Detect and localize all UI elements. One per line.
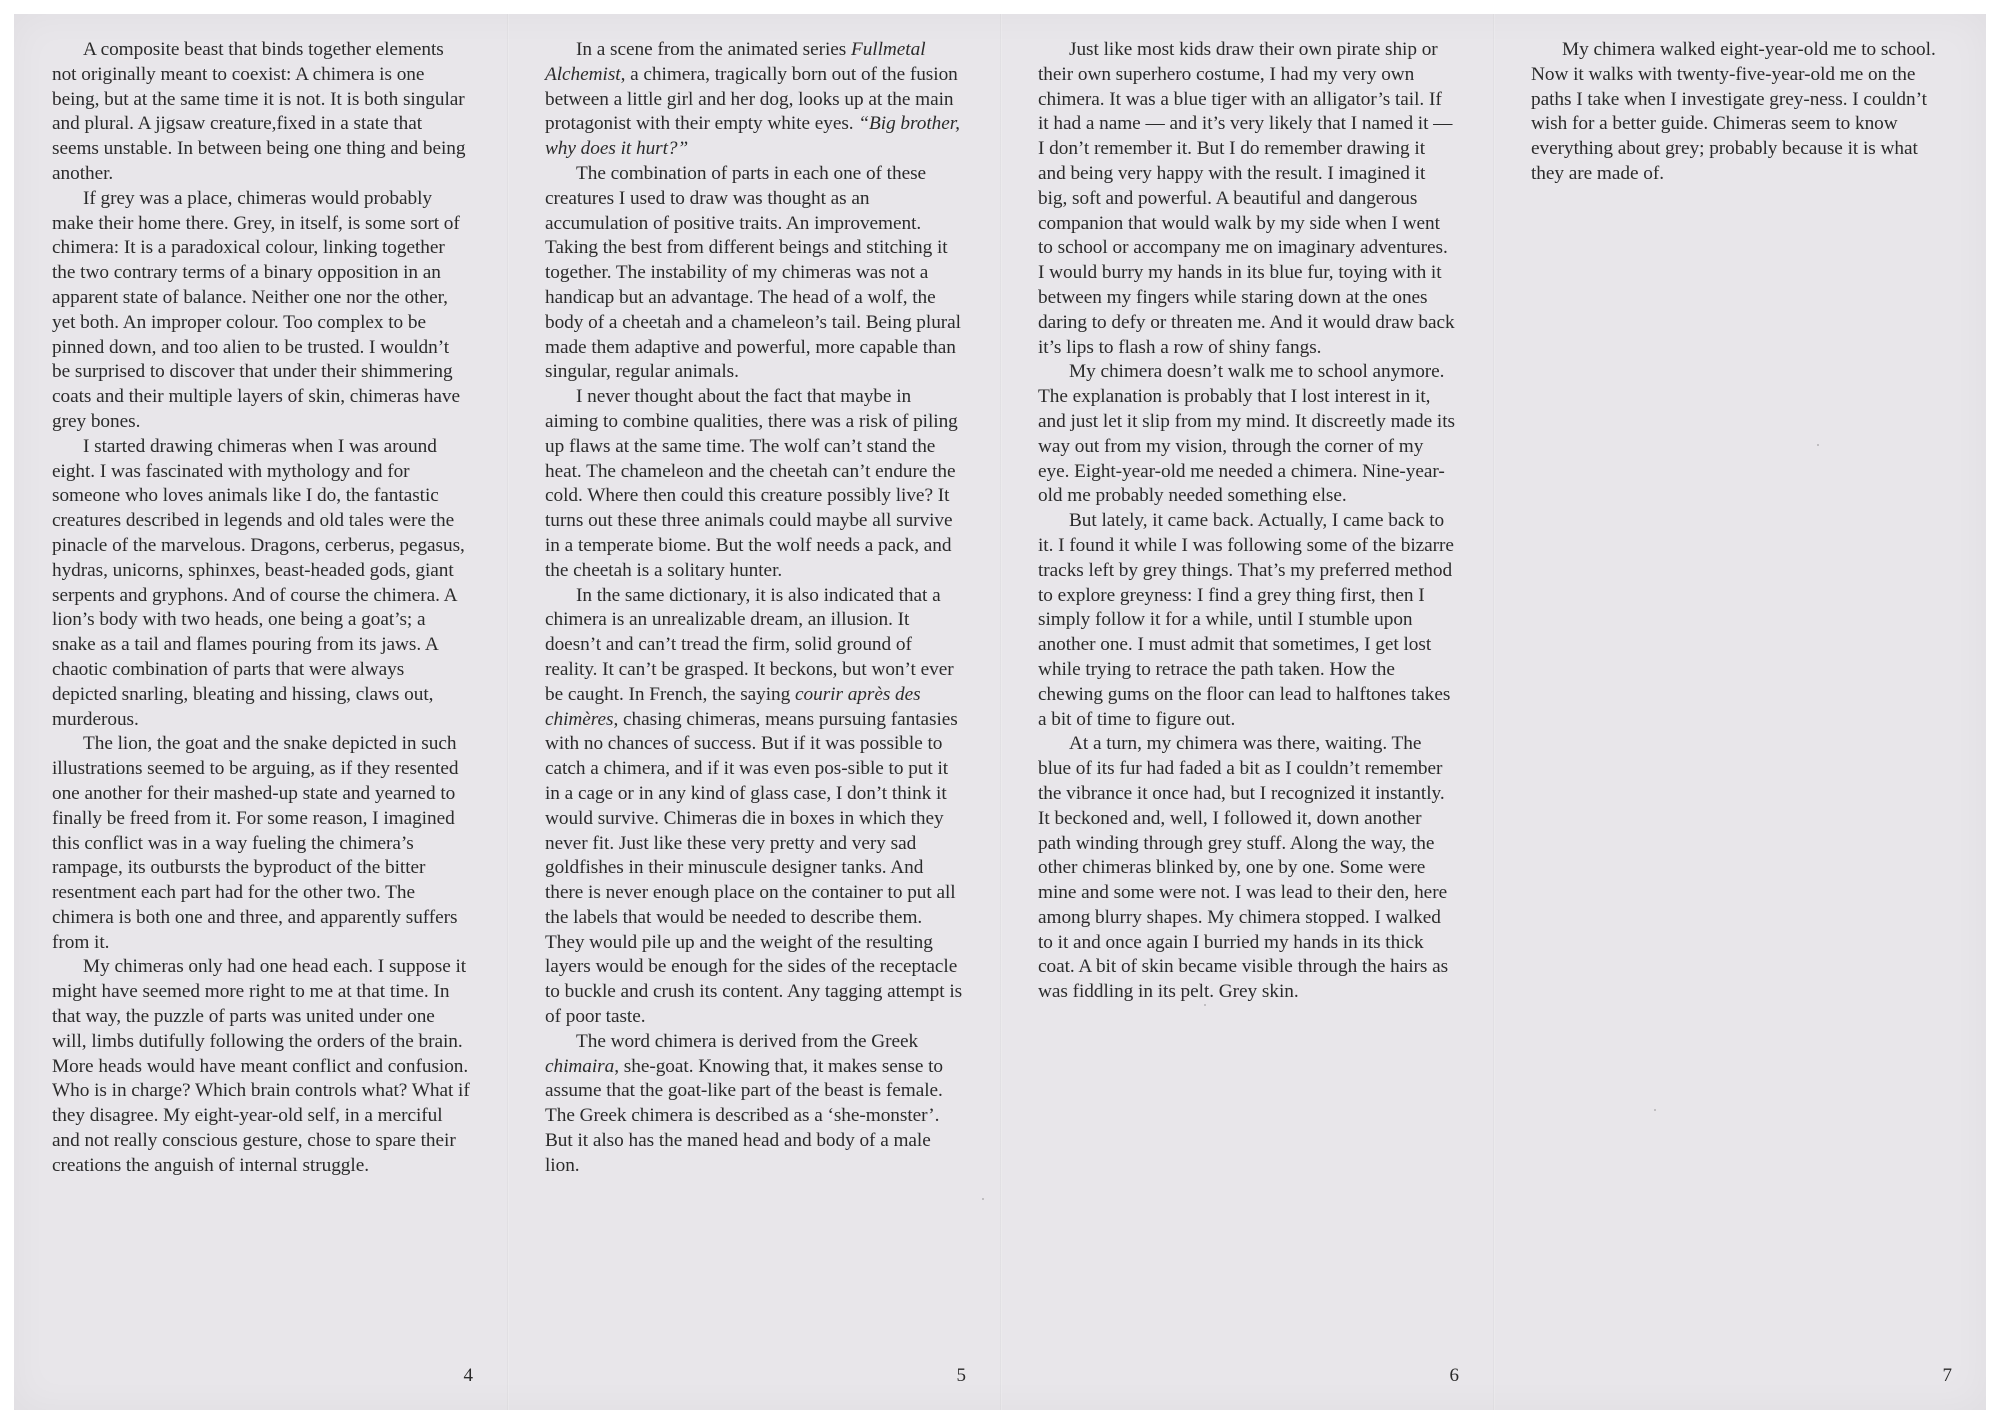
body-paragraph [1038, 38, 1456, 360]
body-paragraph [52, 435, 470, 733]
italic-text: Fullmetal Alchemist [545, 39, 926, 85]
text-run: I never thought about the fact that maybe in aiming to combine qualities, there was a risk of piling up flaws at the same time. The wolf can’t stand the heat. The chameleon and the cheetah can’t endure the cold. Where then could this creature possibly live? It turns out these three animals could maybe all survive in a temperate biome. But the wolf needs a pack, and the cheetah is a solitary hunter. [545, 386, 958, 581]
page-number: 4 [463, 1365, 473, 1386]
paper-speck [1817, 444, 1819, 446]
page-6 [1000, 14, 1493, 1410]
text-run: , chasing chimeras, means pursuing fantasies with no chances of success. But if it was possible to catch a chimera, and if it was even pos-sible to put it in a cage or in any kind of glass case, I don’t think it would survive. Chimeras die in boxes in which they never fit. Just like these very pretty and very sad goldfishes in their minuscule designer tanks. And there is never enough place on the container to put all the labels that would be needed to describe them. They would pile up and the weight of the resulting layers would be enough for the sides of the receptacle to buckle and crush its content. Any tagging attempt is of poor taste. [545, 708, 963, 1028]
text-run: The combination of parts in each one of these creatures I used to draw was thought as an accumulation of positive traits. An improvement. Taking the best from different beings and stitching it together. The instability of my chimeras was not a handicap but an advantage. The head of a wolf, the body of a cheetah and a chameleon’s tail. Being plural made them adaptive and powerful, more capable than singular, regular animals. [545, 162, 961, 383]
page-text-column [1531, 38, 1949, 187]
text-run: But lately, it came back. Actually, I came back to it. I found it while I was following some of the bizarre tracks left by grey things. That’s my preferred method to explore greyness: I find a grey thing first, then I simply follow it for a while, until I stumble upon another one. I must admit that sometimes, I get lost while trying to retrace the path taken. How the chewing gums on the floor can lead to halftones takes a bit of time to figure out. [1038, 510, 1454, 730]
body-paragraph [52, 955, 470, 1178]
body-paragraph [52, 38, 470, 187]
page-text-column [1038, 38, 1456, 1005]
text-run: I started drawing chimeras when I was around eight. I was fascinated with mythology and for someone who loves animals like I do, the fantastic creatures described in legends and old tales were the pinacle of the marvelous. Dragons, cerberus, pegasus, hydras, unicorns, sphinxes, beast-headed gods, giant serpents and gryphons. And of course the chimera. A lion’s body with two heads, one being a goat’s; a snake as a tail and flames pouring from its jaws. A chaotic combination of parts that were always depicted snarling, bleating and hissing, claws out, murderous. [52, 435, 465, 730]
body-paragraph [545, 1030, 963, 1179]
text-run: In a scene from the animated series [576, 39, 851, 60]
text-run: My chimera walked eight-year-old me to school. Now it walks with twenty-five-year-old me on the paths I take when I investigate grey-ness. I couldn’t wish for a better guide. Chimeras seem to know everything about grey; probably because it is what they are made of. [1531, 39, 1936, 184]
page-text-column [545, 38, 963, 1179]
page-7 [1493, 14, 1986, 1410]
body-paragraph [1038, 509, 1456, 732]
body-paragraph [1038, 360, 1456, 509]
body-paragraph [545, 38, 963, 162]
body-paragraph [1038, 732, 1456, 1005]
page-5 [507, 14, 1000, 1410]
page-text-column [52, 38, 470, 1179]
page-4 [14, 14, 507, 1410]
paper-speck [982, 1198, 984, 1200]
text-run: , a chimera, tragically born out of the fusion between a little girl and her dog, looks up at the main protagonist with their empty white eyes. [545, 63, 958, 135]
italic-text: chimaira [545, 1055, 615, 1077]
text-run: At a turn, my chimera was there, waiting. The blue of its fur had faded a bit as I couldn’t remember the vibrance it once had, but I recognized it instantly. It beckoned and, well, I followed it, down another path winding through grey stuff. Along the way, the other chimeras blinked by, one by one. Some were mine and some were not. I was lead to their den, here among blurry shapes. My chimera stopped. I walked to it and once again I burried my hands in its thick coat. A bit of skin became visible through the hairs as was fiddling in its pelt. Grey skin. [1038, 733, 1449, 1003]
text-run: Just like most kids draw their own pirate ship or their own superhero costume, I had my very own chimera. It was a blue tiger with an alligator’s tail. If it had a name — and it’s very likely that I named it — I don’t remember it. But I do remember drawing it and being very happy with the result. I imagined it big, soft and powerful. A beautiful and dangerous companion that would walk by my side when I went to school or accompany me on imaginary adventures. I would burry my hands in its blue fur, toying with it between my fingers while staring down at the ones daring to defy or threaten me. And it would draw back it’s lips to flash a row of shiny fangs. [1038, 39, 1455, 358]
page-number: 5 [956, 1365, 966, 1386]
body-paragraph [52, 187, 470, 435]
body-paragraph [545, 385, 963, 583]
text-run: If grey was a place, chimeras would probably make their home there. Grey, in itself, is some sort of chimera: It is a paradoxical colour, linking together the two contrary terms of a binary opposition in an apparent state of balance. Neither one nor the other, yet both. An improper colour. Too complex to be pinned down, and too alien to be trusted. I wouldn’t be surprised to discover that under their shimmering coats and their multiple layers of skin, chimeras have grey bones. [52, 187, 460, 432]
italic-text: “Big brother, why does it hurt?” [545, 113, 960, 160]
italic-text: courir après des chimères [545, 683, 921, 730]
text-run: A composite beast that binds together elements not originally meant to coexist: A chimera is one being, but at the same time it is not. It is both singular and plural. A jigsaw creature,fixed in a state that seems unstable. In between being one thing and being another. [52, 39, 466, 184]
booklet-spread [14, 14, 1986, 1410]
body-paragraph [52, 732, 470, 955]
text-run: The lion, the goat and the snake depicted in such illustrations seemed to be arguing, as if they resented one another for their mashed-up state and yearned to finally be freed from it. For some reason, I imagined this conflict was in a way fueling the chimera’s rampage, its outbursts the byproduct of the bitter resentment each part had for the other two. The chimera is both one and three, and apparently suffers from it. [52, 733, 459, 953]
text-run: My chimera doesn’t walk me to school anymore. The explanation is probably that I lost interest in it, and just let it slip from my mind. It discreetly made its way out from my vision, through the corner of my eye. Eight-year-old me needed a chimera. Nine-year-old me probably needed something else. [1038, 361, 1455, 507]
text-run: My chimeras only had one head each. I suppose it might have seemed more right to me at that time. In that way, the puzzle of parts was united under one will, limbs dutifully following the orders of the brain. More heads would have meant conflict and confusion. Who is in charge? Which brain controls what? What if they disagree. My eight-year-old self, in a merciful and not really conscious gesture, chose to spare their creations the anguish of internal struggle. [52, 956, 470, 1176]
text-run: The word chimera is derived from the Greek [576, 1030, 919, 1052]
page-number: 6 [1449, 1365, 1459, 1386]
paper-speck [1204, 1004, 1206, 1006]
body-paragraph [545, 162, 963, 385]
body-paragraph [545, 584, 963, 1030]
paper-speck [1654, 1109, 1656, 1111]
text-run: , she-goat. Knowing that, it makes sense to assume that the goat-like part of the beast is female. The Greek chimera is described as a ‘she-monster’. But it also has the maned head and body of a male lion. [545, 1055, 944, 1176]
body-paragraph [1531, 38, 1949, 187]
page-number: 7 [1942, 1365, 1952, 1386]
text-run: In the same dictionary, it is also indicated that a chimera is an unrealizable dream, an illusion. It doesn’t and can’t tread the firm, solid ground of reality. It can’t be grasped. It beckons, but won’t ever be caught. In French, the saying [545, 584, 954, 705]
